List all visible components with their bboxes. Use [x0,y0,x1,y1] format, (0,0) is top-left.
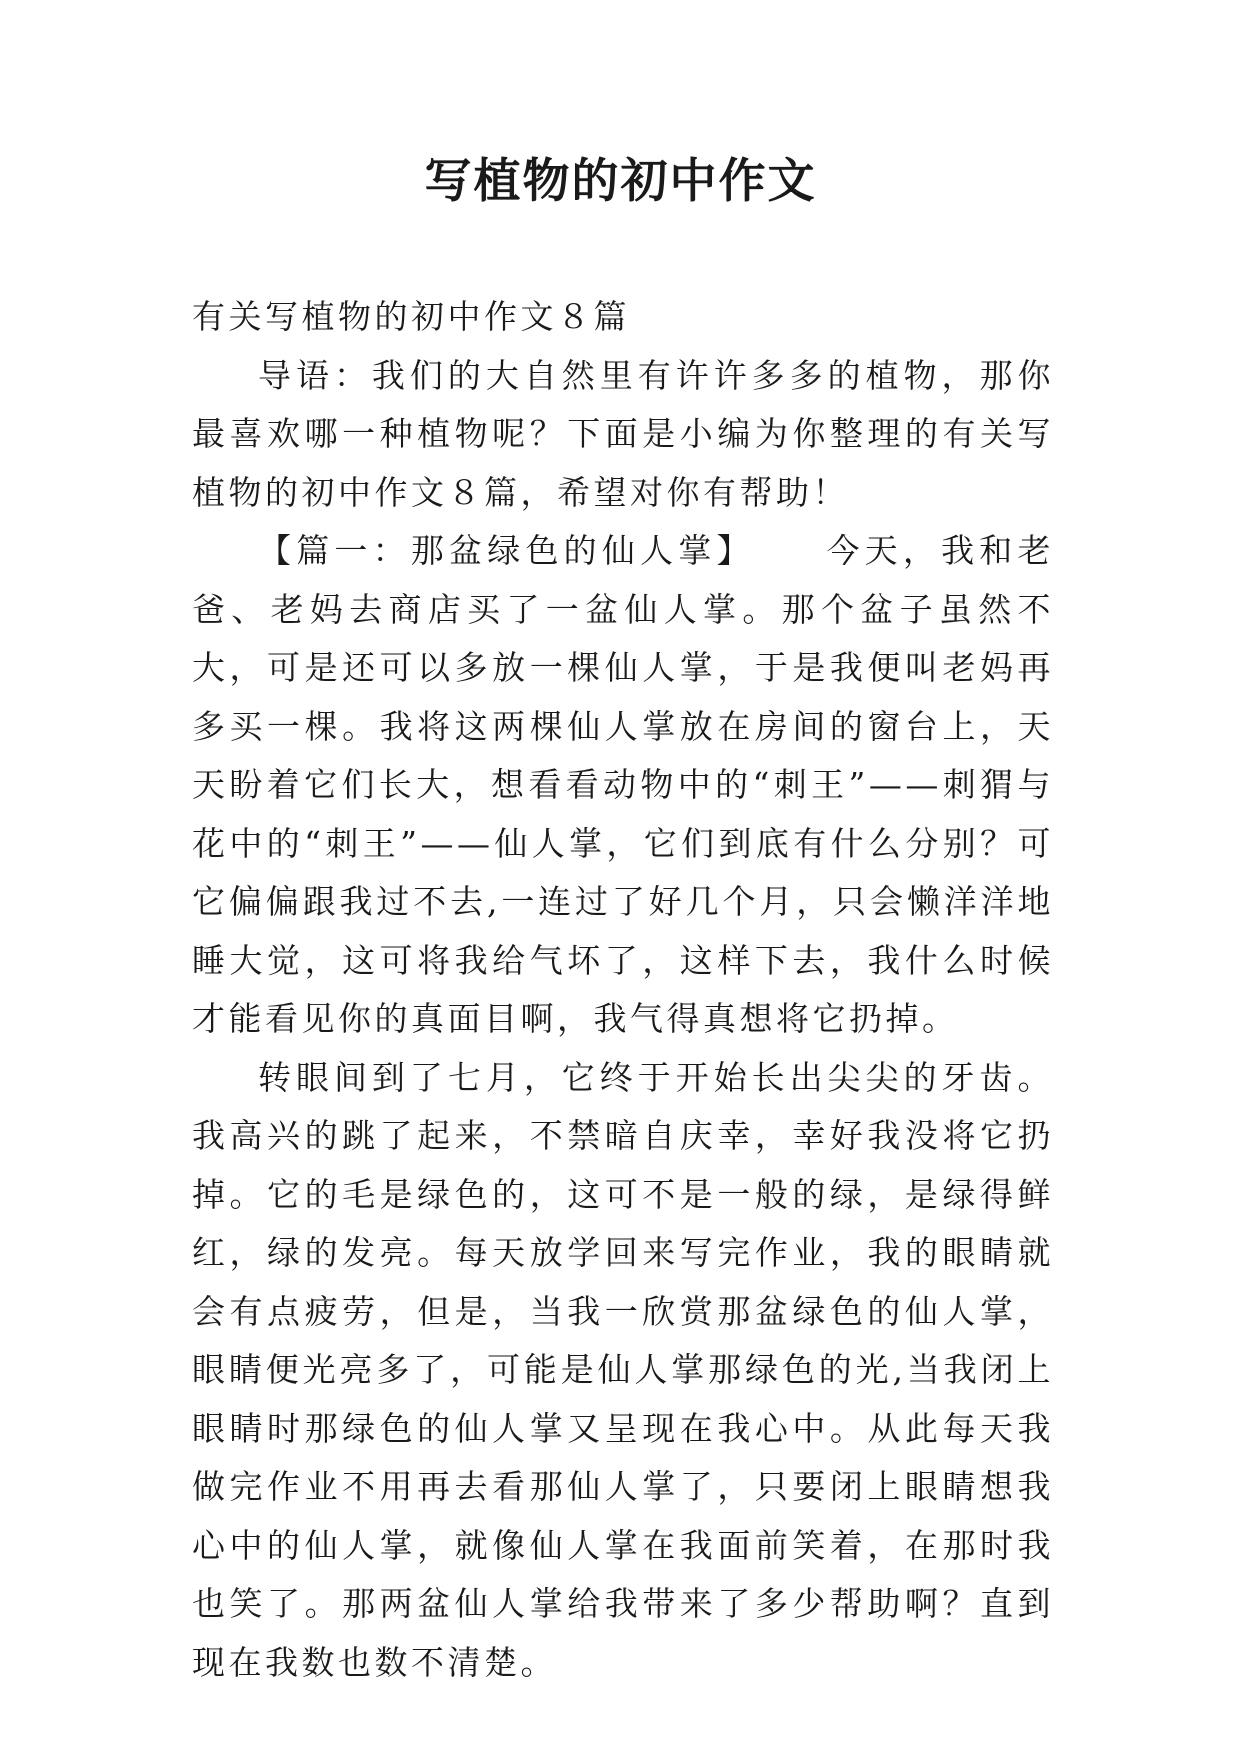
document-subtitle: 有关写植物的初中作文８篇 [192,297,630,336]
document-body [192,288,1054,1692]
section-one-text: 今天，我和老爸、老妈去商店买了一盆仙人掌。那个盆子虽然不大，可是还可以多放一棵仙人掌，于是我便叫老妈再多买一棵。我将这两棵仙人掌放在房间的窗台上，天天盼着它们长大，想看看动物中的“刺王”——刺猬与花中的“刺王”——仙人掌，它们到底有什么分别？可它偏偏跟我过不去,一连过了好几个月，只会懒洋洋地睡大觉，这可将我给气坏了，这样下去，我什么时候才能看见你的真面目啊，我气得真想将它扔掉。 [192,531,1055,1038]
document-title: 写植物的初中作文 [424,154,817,209]
section-heading: 【篇一：那盆绿色的仙人掌】 [258,531,755,570]
section-two-paragraph: 转眼间到了七月，它终于开始长出尖尖的牙齿。我高兴的跳了起来，不禁暗自庆幸，幸好我没将它扔掉。它的毛是绿色的，这可不是一般的绿，是绿得鲜红，绿的发亮。每天放学回来写完作业，我的眼睛就会有点疲劳，但是，当我一欣赏那盆绿色的仙人掌，眼睛便光亮多了，可能是仙人掌那绿色的光,当我闭上眼睛时那绿色的仙人掌又呈现在我心中。从此每天我做完作业不用再去看那仙人掌了，只要闭上眼睛想我心中的仙人掌，就像仙人掌在我面前笑着，在那时我也笑了。那两盆仙人掌给我带来了多少帮助啊？直到现在我数也数不清楚。 [192,1057,1054,1682]
section-one-paragraph [192,522,1054,1049]
intro-paragraph: 导语：我们的大自然里有许许多多的植物，那你最喜欢哪一种植物呢？下面是小编为你整理的有关写植物的初中作文８篇，希望对你有帮助！ [192,355,1054,512]
